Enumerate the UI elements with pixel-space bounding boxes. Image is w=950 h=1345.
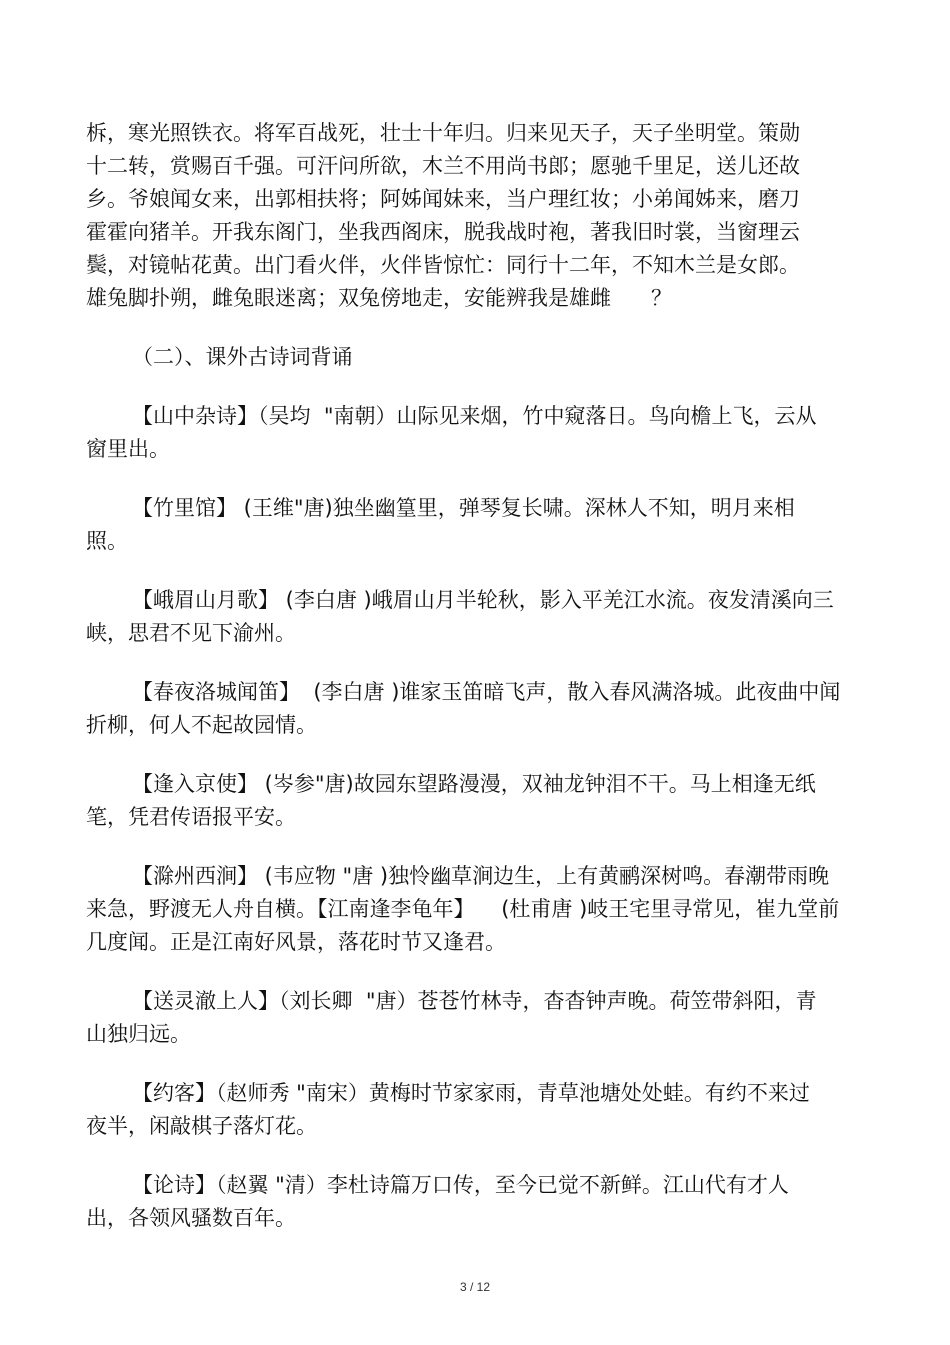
text-line: 十二转，赏赐百千强。可汗问所欲，木兰不用尚书郎；愿驰千里足，送儿还故 — [86, 154, 800, 178]
text-line: 雄兔脚扑朔，雌兔眼迷离；双兔傍地走，安能辨我是雄雌 ？ — [86, 286, 673, 310]
poem-chunye-luocheng-wendi — [86, 676, 846, 742]
spacer — [86, 959, 846, 985]
poem-feng-rujing-shi — [86, 768, 846, 834]
poem-emei-shanyue-ge — [86, 584, 846, 650]
mulan-poem-continuation — [86, 117, 846, 315]
text-line: 照。 — [86, 529, 128, 553]
poem-yueke — [86, 1077, 846, 1143]
poem-song-lingche-shangren — [86, 985, 846, 1051]
text-line: 霍霍向猪羊。开我东阁门，坐我西阁床，脱我战时袍，著我旧时裳，当窗理云 — [86, 220, 800, 244]
poem-chuzhou-xijian — [86, 860, 846, 959]
text-line: 柝，寒光照铁衣。将军百战死，壮士十年归。归来见天子，天子坐明堂。策勋 — [86, 121, 800, 145]
text-line: 笔，凭君传语报平安。 — [86, 805, 296, 829]
spacer — [86, 834, 846, 860]
spacer — [86, 558, 846, 584]
text-line: 【峨眉山月歌】 (李白唐 )峨眉山月半轮秋，影入平羌江水流。夜发清溪向三 — [132, 588, 834, 612]
text-line: 来急，野渡无人舟自横。【江南逢李龟年】 (杜甫唐 )岐王宅里寻常见，崔九堂前 — [86, 897, 840, 921]
spacer — [86, 374, 846, 400]
section-title: （二）、课外古诗词背诵 — [132, 345, 353, 369]
text-line: 【论诗】（赵翼 "清）李杜诗篇万口传，至今已觉不新鲜。江山代有才人 — [132, 1173, 789, 1197]
page-content — [86, 117, 846, 1235]
text-line: 【逢入京使】 (岑参"唐)故园东望路漫漫，双袖龙钟泪不干。马上相逢无纸 — [132, 772, 816, 796]
spacer — [86, 742, 846, 768]
text-line: 【山中杂诗】（吴均 "南朝）山际见来烟，竹中窥落日。鸟向檐上飞，云从 — [132, 404, 817, 428]
spacer — [86, 1051, 846, 1077]
text-line: 窗里出。 — [86, 437, 170, 461]
text-line: 山独归远。 — [86, 1022, 191, 1046]
text-line: 【竹里馆】 (王维"唐)独坐幽篁里，弹琴复长啸。深林人不知，明月来相 — [132, 496, 795, 520]
text-line: 折柳，何人不起故园情。 — [86, 713, 317, 737]
spacer — [86, 466, 846, 492]
spacer — [86, 315, 846, 341]
text-line: 鬓，对镜帖花黄。出门看火伴，火伴皆惊忙：同行十二年，不知木兰是女郎。 — [86, 253, 800, 277]
poem-zhuliguan — [86, 492, 846, 558]
text-line: 夜半，闲敲棋子落灯花。 — [86, 1114, 317, 1138]
spacer — [86, 650, 846, 676]
text-line: 【滁州西涧】 (韦应物 "唐 )独怜幽草涧边生，上有黄鹂深树鸣。春潮带雨晚 — [132, 864, 830, 888]
text-line: 乡。爷娘闻女来，出郭相扶将；阿姊闻妹来，当户理红妆；小弟闻姊来，磨刀 — [86, 187, 800, 211]
text-line: 几度闻。正是江南好风景，落花时节又逢君。 — [86, 930, 506, 954]
text-line: 【送灵澈上人】（刘长卿 "唐）苍苍竹林寺，杳杳钟声晚。荷笠带斜阳，青 — [132, 989, 817, 1013]
text-line: 【春夜洛城闻笛】 (李白唐 )谁家玉笛暗飞声，散入春风满洛城。此夜曲中闻 — [132, 680, 841, 704]
poem-shanzhong-zashi — [86, 400, 846, 466]
text-line: 峡，思君不见下渝州。 — [86, 621, 296, 645]
page-number: 3 / 12 — [459, 1280, 491, 1294]
text-line: 【约客】（赵师秀 "南宋）黄梅时节家家雨，青草池塘处处蛙。有约不来过 — [132, 1081, 810, 1105]
text-line: 出，各领风骚数百年。 — [86, 1206, 296, 1230]
poem-lunshi — [86, 1169, 846, 1235]
spacer — [86, 1143, 846, 1169]
